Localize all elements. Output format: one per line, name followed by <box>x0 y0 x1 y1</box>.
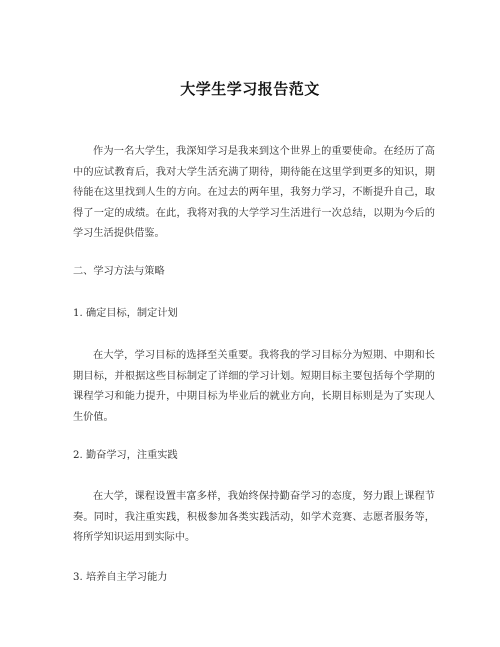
subsection-heading-goals: 1. 确定目标，制定计划 <box>73 308 178 319</box>
document-title: 大学生学习报告范文 <box>180 80 320 98</box>
goals-paragraph: 在大学，学习目标的选择至关重要。我将我的学习目标分为短期、中期和长期目标，并根据这些目标制定了详细的学习计划。短期目标主要包括每个学期的课程学习和能力提升，中期目标为毕业后的就业方向，长期目标则是为了实现人生价值。 <box>73 350 435 423</box>
subsection-heading-self-study: 3. 培养自主学习能力 <box>73 572 168 583</box>
section-heading-methods: 二、学习方法与策略 <box>73 266 165 277</box>
subsection-heading-diligence: 2. 勤奋学习，注重实践 <box>73 450 178 461</box>
diligence-paragraph: 在大学，课程设置丰富多样，我始终保持勤奋学习的态度，努力跟上课程节奏。同时，我注重实践，积极参加各类实践活动，如学术竞赛、志愿者服务等，将所学知识运用到实际中。 <box>73 491 435 543</box>
intro-paragraph: 作为一名大学生，我深知学习是我来到这个世界上的重要使命。在经历了高中的应试教育后，我对大学生活充满了期待，期待能在这里学到更多的知识，期待能在这里找到人生的方向。在过去的两年里，我努力学习，不断提升自己，取得了一定的成绩。在此，我将对我的大学学习生活进行一次总结，以期为今后的学习生活提供借鉴。 <box>73 146 435 239</box>
